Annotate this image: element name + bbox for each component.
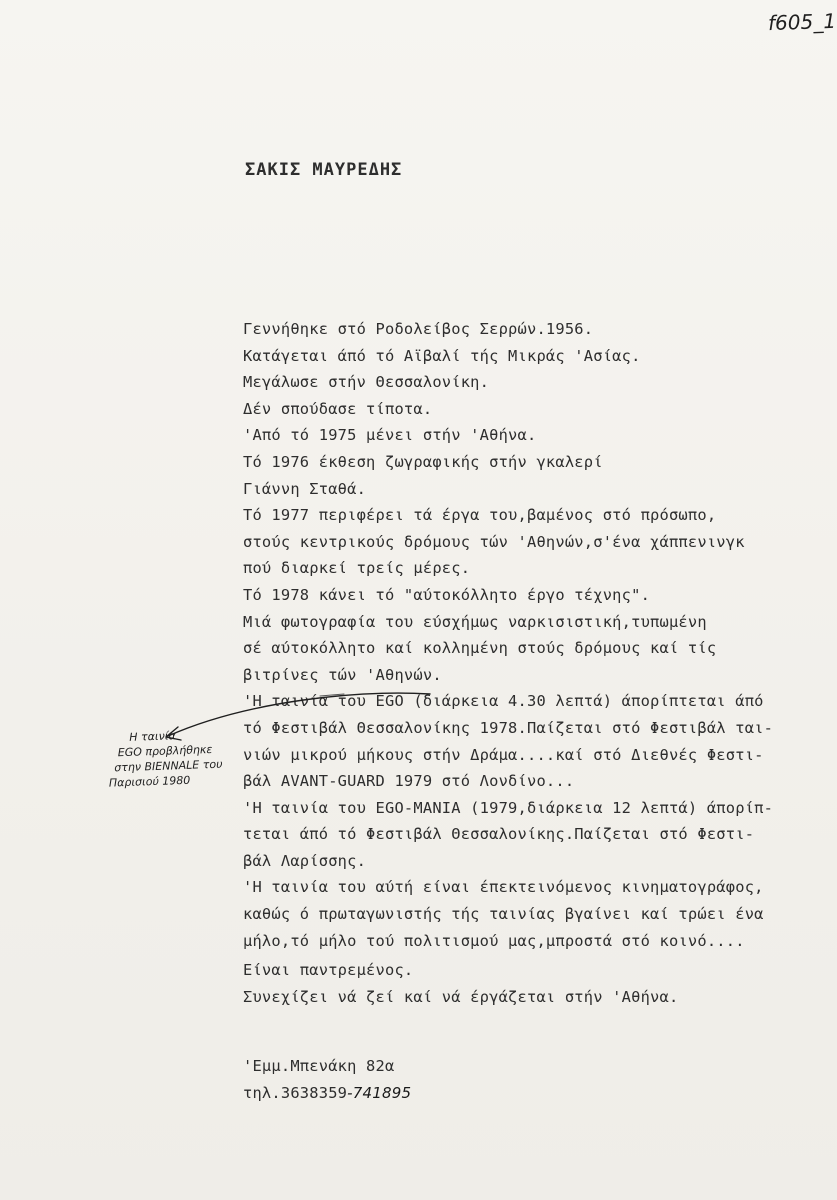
text-line: Τό 1977 περιφέρει τά έργα του,βαμένος στό πρόσωπο, xyxy=(243,506,717,525)
text-line: μήλο,τό μήλο τού πολιτισμού μας,μπροστά στό κοινό.... xyxy=(243,931,745,950)
note-line: στην BIENNALE του xyxy=(114,757,223,775)
text-line: Γιάννη Σταθά. xyxy=(243,479,367,498)
text-line: Μεγάλωσε στήν Θεσσαλονίκη. xyxy=(243,373,490,392)
text-line: 'Η ταινία του EGO-MANIA (1979,διάρκεια 12 λεπτά) άπορίπ- xyxy=(243,798,774,817)
text-line: Είναι παντρεμένος. xyxy=(243,961,414,979)
text-line: βιτρίνες τών 'Αθηνών. xyxy=(243,665,442,684)
text-line: 'Η ταινία του EGO (διάρκεια 4.30 λεπτά) άπορίπτεται άπό xyxy=(243,692,764,711)
text-line: Μιά φωτογραφία του εύσχήμως ναρκισιστική,τυπωμένη xyxy=(243,612,707,631)
text-line: νιών μικρού μήκους στήν Δράμα....καί στό Διεθνές Φεστι- xyxy=(243,745,764,764)
text-line: Γεννήθηκε στό Ροδολείβος Σερρών.1956. xyxy=(243,320,594,338)
text-line: τεται άπό τό Φεστιβάλ Θεσσαλονίκης.Παίζεται στό Φεστι- xyxy=(243,825,755,844)
address-line: 'Εμμ.Μπενάκη 82α xyxy=(243,1057,395,1075)
phone-typed: τηλ.3638359 xyxy=(243,1084,348,1102)
handwritten-margin-note xyxy=(107,725,259,790)
archive-reference-number: f605_1 xyxy=(767,8,837,36)
text-line: στούς κεντρικούς δρόμους τών 'Αθηνών,σ'ένα χάππενινγκ xyxy=(243,532,745,551)
text-line: πού διαρκεί τρείς μέρες. xyxy=(243,559,471,578)
biography-text xyxy=(243,316,823,954)
note-line: EGO προβλήθηκε xyxy=(117,742,213,760)
contact-block xyxy=(243,1053,411,1107)
text-line: Δέν σπούδασε τίποτα. xyxy=(243,399,433,418)
text-line: καθώς ό πρωταγωνιστής τής ταινίας βγαίνει καί τρώει ένα xyxy=(243,905,764,924)
phone-line xyxy=(243,1080,411,1107)
text-line: Κατάγεται άπό τό Αϊβαλί τής Μικράς 'Ασίας. xyxy=(243,346,641,365)
note-line: Η ταινία xyxy=(129,729,176,744)
text-line: Συνεχίζει νά ζεί καί νά έργάζεται στήν 'Αθήνα. xyxy=(243,987,679,1006)
text-line: βάλ AVANT-GUARD 1979 στό Λονδίνο... xyxy=(243,772,575,791)
note-line: Παρισιού 1980 xyxy=(108,773,191,790)
text-line: σέ αύτοκόλλητο καί κολλημένη στούς δρόμους καί τίς xyxy=(243,639,717,658)
text-line: 'Η ταινία του αύτή είναι έπεκτεινόμενος κινηματογράφος, xyxy=(243,878,764,897)
text-line: τό Φεστιβάλ Θεσσαλονίκης 1978.Παίζεται στό Φεστιβάλ ται- xyxy=(243,718,774,737)
text-line: βάλ Λαρίσσης. xyxy=(243,851,367,870)
text-line: Τό 1976 έκθεση ζωγραφικής στήν γκαλερί xyxy=(243,452,603,471)
text-line: Τό 1978 κάνει τό "αύτοκόλλητο έργο τέχνης". xyxy=(243,585,651,604)
page-title: ΣΑΚΙΣ ΜΑΥΡΕΔΗΣ xyxy=(245,160,403,180)
phone-handwritten: -741895 xyxy=(347,1084,412,1102)
closing-text xyxy=(243,957,678,1010)
text-line: 'Από τό 1975 μένει στήν 'Αθήνα. xyxy=(243,426,537,445)
